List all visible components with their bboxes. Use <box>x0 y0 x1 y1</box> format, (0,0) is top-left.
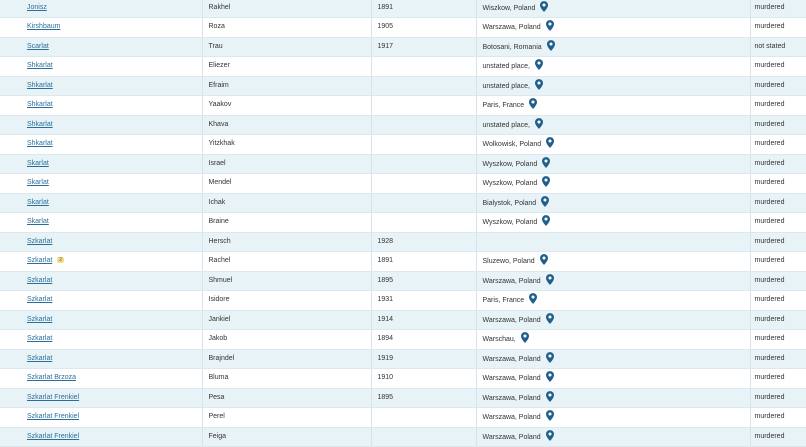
last-name-cell <box>0 408 202 428</box>
first-name-cell: Feiga <box>202 427 371 447</box>
map-pin-icon[interactable] <box>546 20 554 31</box>
first-name-cell: Ichak <box>202 193 371 213</box>
table-row <box>0 408 806 428</box>
fate-cell: murdered <box>750 271 806 291</box>
birth-year-cell: 1910 <box>371 369 476 389</box>
birth-year-cell: 1895 <box>371 388 476 408</box>
last-name-link[interactable]: Szkarlat <box>27 315 53 323</box>
last-name-link[interactable]: Szkarlat <box>27 257 53 265</box>
place-cell <box>476 369 750 389</box>
table-row <box>0 232 806 252</box>
map-pin-icon[interactable] <box>546 352 554 363</box>
place-text: Warszawa, Poland <box>482 414 541 422</box>
fate-cell: murdered <box>750 349 806 369</box>
fate-cell: murdered <box>750 232 806 252</box>
table-row <box>0 330 806 350</box>
map-pin-icon[interactable] <box>540 1 548 12</box>
first-name-cell: Jakob <box>202 330 371 350</box>
place-cell <box>476 271 750 291</box>
last-name-link[interactable]: Skarlat <box>27 159 49 167</box>
fate-cell: murdered <box>750 213 806 233</box>
table-row <box>0 57 806 77</box>
fate-cell: murdered <box>750 115 806 135</box>
fate-cell: murdered <box>750 96 806 116</box>
fate-cell: murdered <box>750 252 806 272</box>
first-name-cell: Jankiel <box>202 310 371 330</box>
map-pin-icon[interactable] <box>535 79 543 90</box>
last-name-link[interactable]: Shkarlat <box>27 62 53 70</box>
birth-year-cell: 1891 <box>371 252 476 272</box>
birth-year-cell: 1914 <box>371 310 476 330</box>
birth-year-cell: 1919 <box>371 349 476 369</box>
place-cell <box>476 57 750 77</box>
map-pin-icon[interactable] <box>521 332 529 343</box>
birth-year-cell <box>371 57 476 77</box>
fate-cell: murdered <box>750 388 806 408</box>
last-name-link[interactable]: Szkarlat <box>27 237 53 245</box>
map-pin-icon[interactable] <box>529 98 537 109</box>
birth-year-cell: 1931 <box>371 291 476 311</box>
place-text: Warszawa, Poland <box>482 24 541 32</box>
birth-year-cell <box>371 174 476 194</box>
place-cell <box>476 0 750 18</box>
fate-cell: murdered <box>750 154 806 174</box>
map-pin-icon[interactable] <box>535 118 543 129</box>
place-cell <box>476 310 750 330</box>
last-name-cell <box>0 349 202 369</box>
last-name-cell <box>0 57 202 77</box>
map-pin-icon[interactable] <box>546 391 554 402</box>
last-name-link[interactable]: Szkarlat Frenkiel <box>27 432 80 440</box>
fate-cell: murdered <box>750 135 806 155</box>
birth-year-cell <box>371 115 476 135</box>
first-name-cell: Perel <box>202 408 371 428</box>
map-pin-icon[interactable] <box>542 157 550 168</box>
first-name-cell: Yaakov <box>202 96 371 116</box>
last-name-cell <box>0 193 202 213</box>
last-name-cell <box>0 96 202 116</box>
first-name-cell: Hersch <box>202 232 371 252</box>
place-text: Warschau, <box>482 336 516 344</box>
place-cell <box>476 154 750 174</box>
fate-cell: murdered <box>750 310 806 330</box>
place-text: Warszawa, Poland <box>482 375 541 383</box>
place-text: unstated place, <box>482 82 530 90</box>
place-text: Wyszkow, Poland <box>482 160 538 168</box>
place-text: Wyszkow, Poland <box>482 180 538 188</box>
last-name-cell <box>0 369 202 389</box>
table-row <box>0 193 806 213</box>
first-name-cell: Efraim <box>202 76 371 96</box>
place-cell <box>476 37 750 57</box>
last-name-cell <box>0 174 202 194</box>
place-text: Warszawa, Poland <box>482 316 541 324</box>
first-name-cell: Trau <box>202 37 371 57</box>
place-text: Warszawa, Poland <box>482 277 541 285</box>
birth-year-cell: 1891 <box>371 0 476 18</box>
last-name-cell <box>0 76 202 96</box>
table-row <box>0 115 806 135</box>
birth-year-cell <box>371 96 476 116</box>
last-name-cell <box>0 18 202 38</box>
last-name-cell <box>0 310 202 330</box>
place-cell <box>476 193 750 213</box>
place-text: Wiszkow, Poland <box>482 4 536 12</box>
last-name-link[interactable]: Shkarlat <box>27 120 53 128</box>
first-name-cell: Roza <box>202 18 371 38</box>
last-name-link[interactable]: Szkarlat Frenkiel <box>27 413 80 421</box>
place-text: Wolkowisk, Poland <box>482 141 542 149</box>
table-row <box>0 76 806 96</box>
table-row <box>0 135 806 155</box>
first-name-cell: Rakhel <box>202 0 371 18</box>
table-row <box>0 174 806 194</box>
place-text: Wyszkow, Poland <box>482 219 538 227</box>
table-row <box>0 18 806 38</box>
birth-year-cell <box>371 408 476 428</box>
table-row <box>0 213 806 233</box>
last-name-cell <box>0 37 202 57</box>
last-name-link[interactable]: Shkarlat <box>27 101 53 109</box>
place-text: Warszawa, Poland <box>482 355 541 363</box>
last-name-link[interactable]: Szkarlat <box>27 296 53 304</box>
first-name-cell: Isidore <box>202 291 371 311</box>
place-cell <box>476 213 750 233</box>
place-cell <box>476 252 750 272</box>
birth-year-cell <box>371 213 476 233</box>
place-text: unstated place, <box>482 121 530 129</box>
fate-cell: murdered <box>750 76 806 96</box>
map-pin-icon[interactable] <box>546 430 554 441</box>
record-count-badge[interactable]: 2 <box>59 257 63 264</box>
map-pin-icon[interactable] <box>540 254 548 265</box>
first-name-cell: Yitzkhak <box>202 135 371 155</box>
map-pin-icon[interactable] <box>529 293 537 304</box>
fate-cell: not stated <box>750 37 806 57</box>
place-text: Sluzewo, Poland <box>482 258 535 266</box>
fate-cell: murdered <box>750 57 806 77</box>
table-row <box>0 291 806 311</box>
table-row <box>0 349 806 369</box>
last-name-link[interactable]: Szkarlat Brzoza <box>27 374 77 382</box>
last-name-cell <box>0 135 202 155</box>
birth-year-cell: 1917 <box>371 37 476 57</box>
map-pin-icon[interactable] <box>535 59 543 70</box>
birth-year-cell <box>371 193 476 213</box>
map-pin-icon[interactable] <box>546 410 554 421</box>
map-pin-icon[interactable] <box>542 215 550 226</box>
last-name-link[interactable]: Shkarlat <box>27 81 53 89</box>
last-name-link[interactable]: Skarlat <box>27 179 49 187</box>
place-cell <box>476 18 750 38</box>
birth-year-cell <box>371 135 476 155</box>
last-name-link[interactable]: Scarlat <box>27 42 49 50</box>
last-name-cell <box>0 154 202 174</box>
fate-cell: murdered <box>750 408 806 428</box>
first-name-cell: Khava <box>202 115 371 135</box>
last-name-cell <box>0 330 202 350</box>
last-name-link[interactable]: Skarlat <box>27 198 49 206</box>
place-cell <box>476 349 750 369</box>
last-name-link[interactable]: Skarlat <box>27 218 49 226</box>
map-pin-icon[interactable] <box>546 274 554 285</box>
birth-year-cell: 1894 <box>371 330 476 350</box>
last-name-cell <box>0 271 202 291</box>
place-text: Warszawa, Poland <box>482 394 541 402</box>
table-row <box>0 37 806 57</box>
map-pin-icon[interactable] <box>546 313 554 324</box>
place-cell <box>476 76 750 96</box>
first-name-cell: Israel <box>202 154 371 174</box>
first-name-cell: Bluma <box>202 369 371 389</box>
last-name-cell <box>0 0 202 18</box>
last-name-link[interactable]: Szkarlat <box>27 354 53 362</box>
first-name-cell: Brajndel <box>202 349 371 369</box>
fate-cell: murdered <box>750 330 806 350</box>
place-text: Botosani, Romania <box>482 43 542 51</box>
first-name-cell: Rachel <box>202 252 371 272</box>
place-cell <box>476 408 750 428</box>
last-name-link[interactable]: Szkarlat Frenkiel <box>27 393 80 401</box>
first-name-cell: Pesa <box>202 388 371 408</box>
map-pin-icon[interactable] <box>541 196 549 207</box>
place-text: Warszawa, Poland <box>482 433 541 441</box>
place-text: Paris, France <box>482 297 525 305</box>
table-row <box>0 252 806 272</box>
first-name-cell: Braine <box>202 213 371 233</box>
fate-cell: murdered <box>750 174 806 194</box>
table-row <box>0 154 806 174</box>
birth-year-cell: 1895 <box>371 271 476 291</box>
last-name-link[interactable]: Szkarlat <box>27 335 53 343</box>
last-name-link[interactable]: Jonisz <box>27 3 47 11</box>
place-text: Bialystok, Poland <box>482 199 537 207</box>
place-cell <box>476 388 750 408</box>
fate-cell: murdered <box>750 427 806 447</box>
last-name-cell <box>0 213 202 233</box>
place-cell <box>476 174 750 194</box>
place-cell <box>476 135 750 155</box>
place-cell <box>476 115 750 135</box>
last-name-link[interactable]: Kirshbaum <box>27 23 61 31</box>
last-name-cell <box>0 252 202 272</box>
table-row <box>0 310 806 330</box>
fate-cell: murdered <box>750 0 806 18</box>
birth-year-cell: 1905 <box>371 18 476 38</box>
place-cell <box>476 291 750 311</box>
last-name-cell <box>0 115 202 135</box>
last-name-cell <box>0 388 202 408</box>
place-cell <box>476 232 750 252</box>
table-row <box>0 369 806 389</box>
first-name-cell: Shmuel <box>202 271 371 291</box>
place-cell <box>476 96 750 116</box>
last-name-cell <box>0 291 202 311</box>
table-row <box>0 0 806 18</box>
fate-cell: murdered <box>750 369 806 389</box>
map-pin-icon[interactable] <box>547 40 555 51</box>
map-pin-icon[interactable] <box>546 137 554 148</box>
place-cell <box>476 330 750 350</box>
last-name-link[interactable]: Szkarlat <box>27 276 53 284</box>
fate-cell: murdered <box>750 193 806 213</box>
map-pin-icon[interactable] <box>542 176 550 187</box>
table-row <box>0 271 806 291</box>
place-text: unstated place, <box>482 63 530 71</box>
place-text: Paris, France <box>482 102 525 110</box>
birth-year-cell <box>371 154 476 174</box>
table-row <box>0 388 806 408</box>
last-name-link[interactable]: Shkarlat <box>27 140 53 148</box>
fate-cell: murdered <box>750 291 806 311</box>
table-row <box>0 96 806 116</box>
birth-year-cell: 1928 <box>371 232 476 252</box>
first-name-cell: Mendel <box>202 174 371 194</box>
birth-year-cell <box>371 76 476 96</box>
map-pin-icon[interactable] <box>546 371 554 382</box>
last-name-cell <box>0 232 202 252</box>
fate-cell: murdered <box>750 18 806 38</box>
first-name-cell: Eliezer <box>202 57 371 77</box>
